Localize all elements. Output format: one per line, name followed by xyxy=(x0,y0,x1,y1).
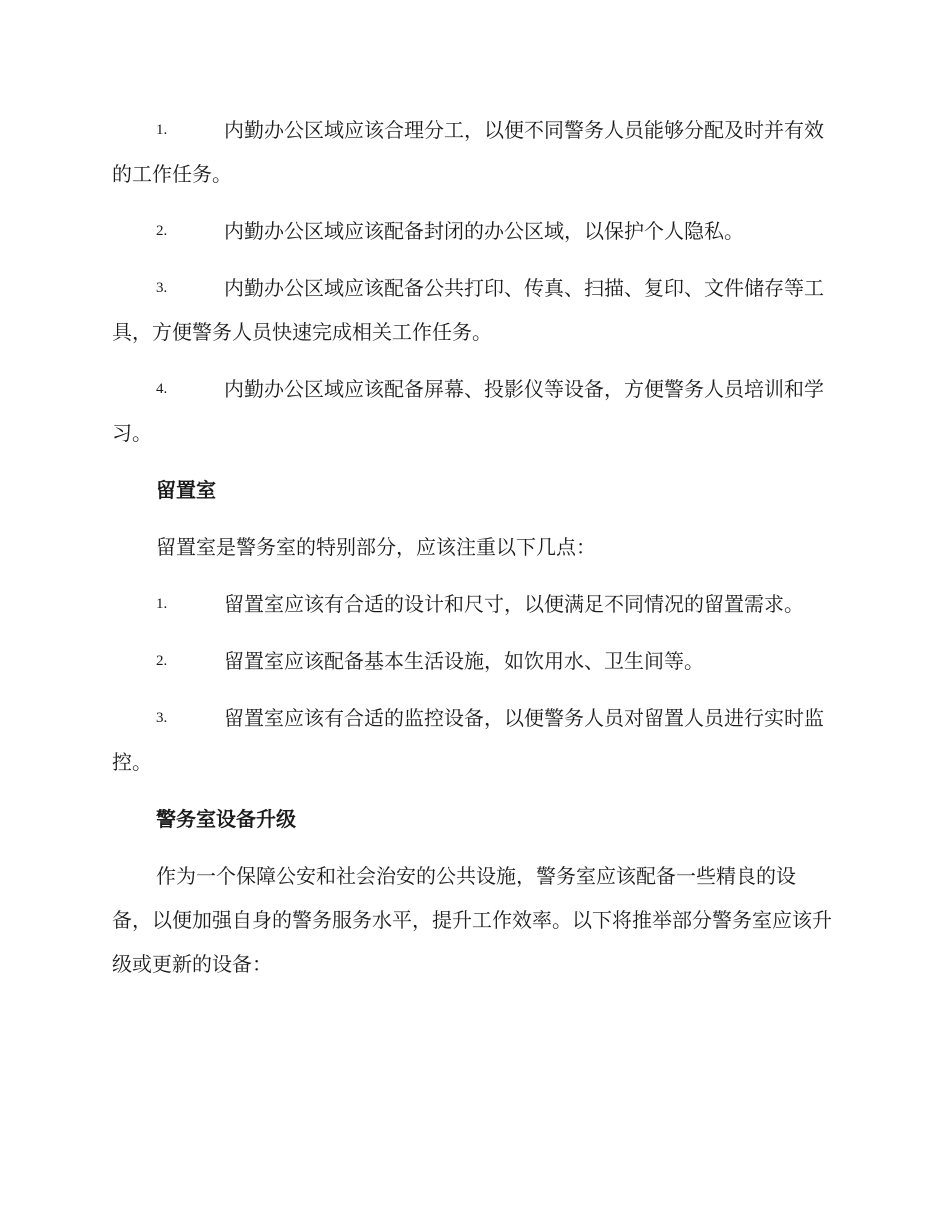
list-text: 内勤办公区域应该配备封闭的办公区域，以保护个人隐私。 xyxy=(224,219,744,243)
list-number: 3. xyxy=(156,280,168,296)
list-text: 内勤办公区域应该配备屏幕、投影仪等设备，方便警务人员培训和学习。 xyxy=(112,377,824,445)
section-intro: 留置室是警务室的特别部分，应该注重以下几点： xyxy=(156,535,596,559)
list-number: 2. xyxy=(156,653,168,669)
list-text: 内勤办公区域应该合理分工，以便不同警务人员能够分配及时并有效的工作任务。 xyxy=(112,118,824,186)
list-text: 留置室应该配备基本生活设施，如饮用水、卫生间等。 xyxy=(224,649,704,673)
list-number: 2. xyxy=(156,223,168,239)
list-item xyxy=(112,696,834,784)
list-item xyxy=(112,639,834,683)
section-intro: 作为一个保障公安和社会治安的公共设施，警务室应该配备一些精良的设备，以便加强自身的警务服务水平，提升工作效率。以下将推举部分警务室应该升级或更新的设备： xyxy=(112,864,832,976)
list-item xyxy=(112,209,834,253)
list-text: 留置室应该有合适的监控设备，以便警务人员对留置人员进行实时监控。 xyxy=(112,706,824,774)
list-number: 4. xyxy=(156,381,168,397)
list-number: 1. xyxy=(156,596,168,612)
list-item xyxy=(112,266,834,354)
list-item xyxy=(112,367,834,455)
list-number: 3. xyxy=(156,710,168,726)
list-item xyxy=(112,108,834,196)
section-heading-detention-room: 留置室 xyxy=(156,478,216,502)
section-heading-equipment-upgrade: 警务室设备升级 xyxy=(156,807,296,831)
document-page xyxy=(112,108,834,999)
list-text: 留置室应该有合适的设计和尺寸，以便满足不同情况的留置需求。 xyxy=(224,592,804,616)
list-number: 1. xyxy=(156,122,168,138)
list-item xyxy=(112,582,834,626)
list-text: 内勤办公区域应该配备公共打印、传真、扫描、复印、文件储存等工具，方便警务人员快速完成相关工作任务。 xyxy=(112,276,824,344)
